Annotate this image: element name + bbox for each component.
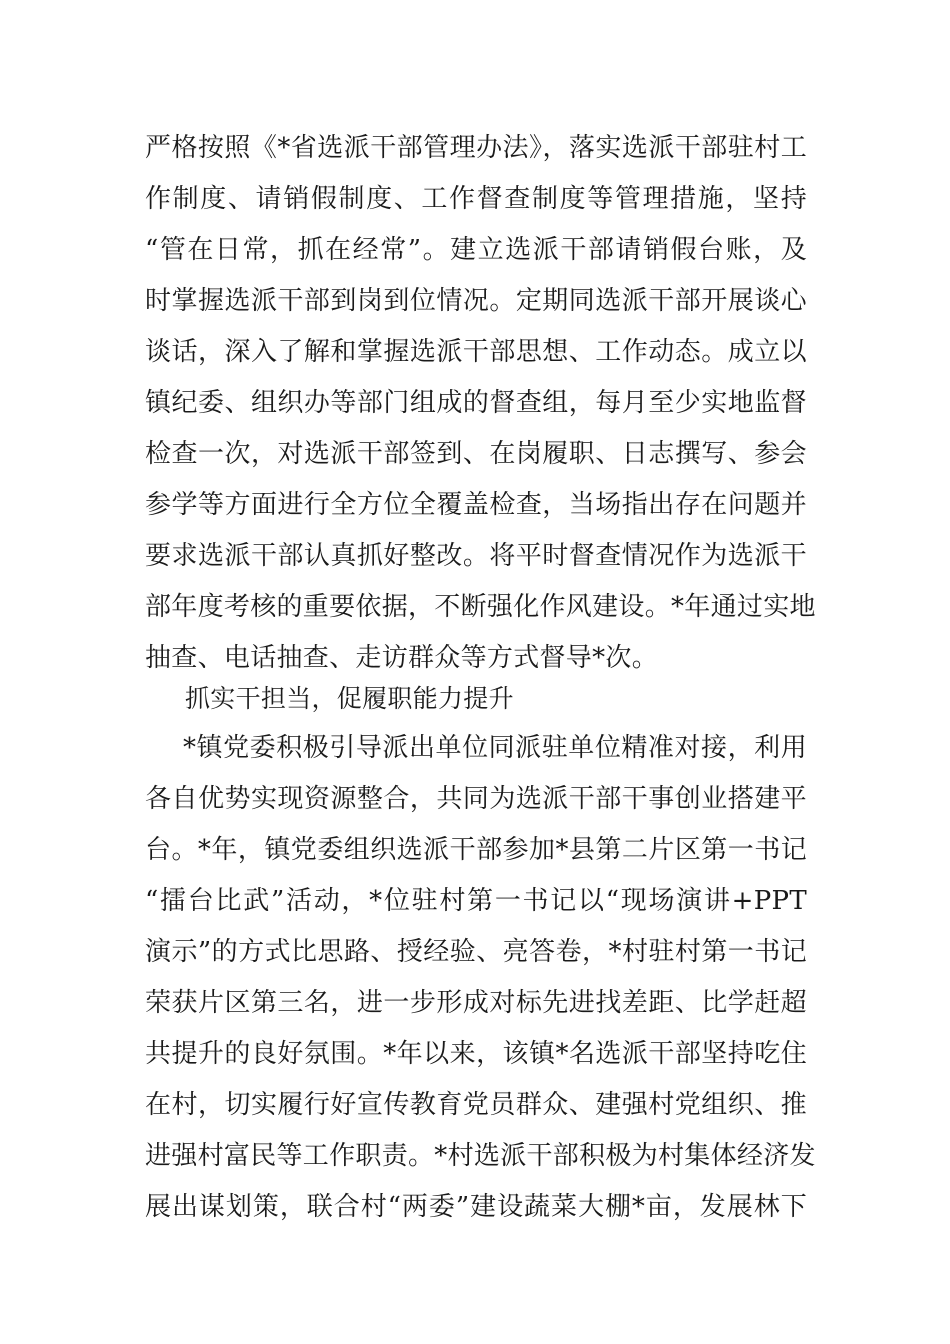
paragraph-1-line-3: “管在日常，抓在经常”。建立选派干部请销假台账，及	[145, 235, 807, 265]
paragraph-2-line-7: 共提升的良好氛围。*年以来，该镇*名选派干部坚持吃住	[145, 1039, 807, 1069]
paragraph-1-line-10: 部年度考核的重要依据，不断强化作风建设。*年通过实地	[145, 592, 816, 622]
paragraph-2-line-4: “擂台比武”活动，*位驻村第一书记以“现场演讲+PPT	[145, 886, 807, 916]
paragraph-1-line-5: 谈话，深入了解和掌握选派干部思想、工作动态。成立以	[145, 337, 807, 367]
paragraph-1-line-11: 抽查、电话抽查、走访群众等方式督导*次。	[145, 643, 659, 673]
paragraph-1-line-9: 要求选派干部认真抓好整改。将平时督查情况作为选派干	[145, 541, 807, 571]
paragraph-1-line-8: 参学等方面进行全方位全覆盖检查，当场指出存在问题并	[145, 490, 807, 520]
paragraph-2-line-6: 荣获片区第三名，进一步形成对标先进找差距、比学赶超	[145, 988, 807, 1018]
paragraph-1-line-1: 严格按照《*省选派干部管理办法》，落实选派干部驻村工	[145, 133, 807, 163]
paragraph-2-line-1: *镇党委积极引导派出单位同派驻单位精准对接，利用	[183, 733, 807, 763]
paragraph-1-line-7: 检查一次，对选派干部签到、在岗履职、日志撰写、参会	[145, 439, 807, 469]
paragraph-2-line-10: 展出谋划策，联合村“两委”建设蔬菜大棚*亩，发展林下	[145, 1192, 807, 1222]
paragraph-1-line-4: 时掌握选派干部到岗到位情况。定期同选派干部开展谈心	[145, 286, 807, 316]
paragraph-2-line-9: 进强村富民等工作职责。*村选派干部积极为村集体经济发	[145, 1141, 816, 1171]
paragraph-2-line-5: 演示”的方式比思路、授经验、亮答卷，*村驻村第一书记	[145, 937, 807, 967]
paragraph-2-line-8: 在村，切实履行好宣传教育党员群众、建强村党组织、推	[145, 1090, 807, 1120]
paragraph-1-line-6: 镇纪委、组织办等部门组成的督查组，每月至少实地监督	[145, 388, 807, 418]
section-heading: 抓实干担当，促履职能力提升	[185, 684, 514, 713]
paragraph-2-line-2: 各自优势实现资源整合，共同为选派干部干事创业搭建平	[145, 784, 807, 814]
paragraph-2-line-3: 台。*年，镇党委组织选派干部参加*县第二片区第一书记	[145, 835, 807, 865]
paragraph-1-line-2: 作制度、请销假制度、工作督查制度等管理措施，坚持	[145, 184, 807, 214]
